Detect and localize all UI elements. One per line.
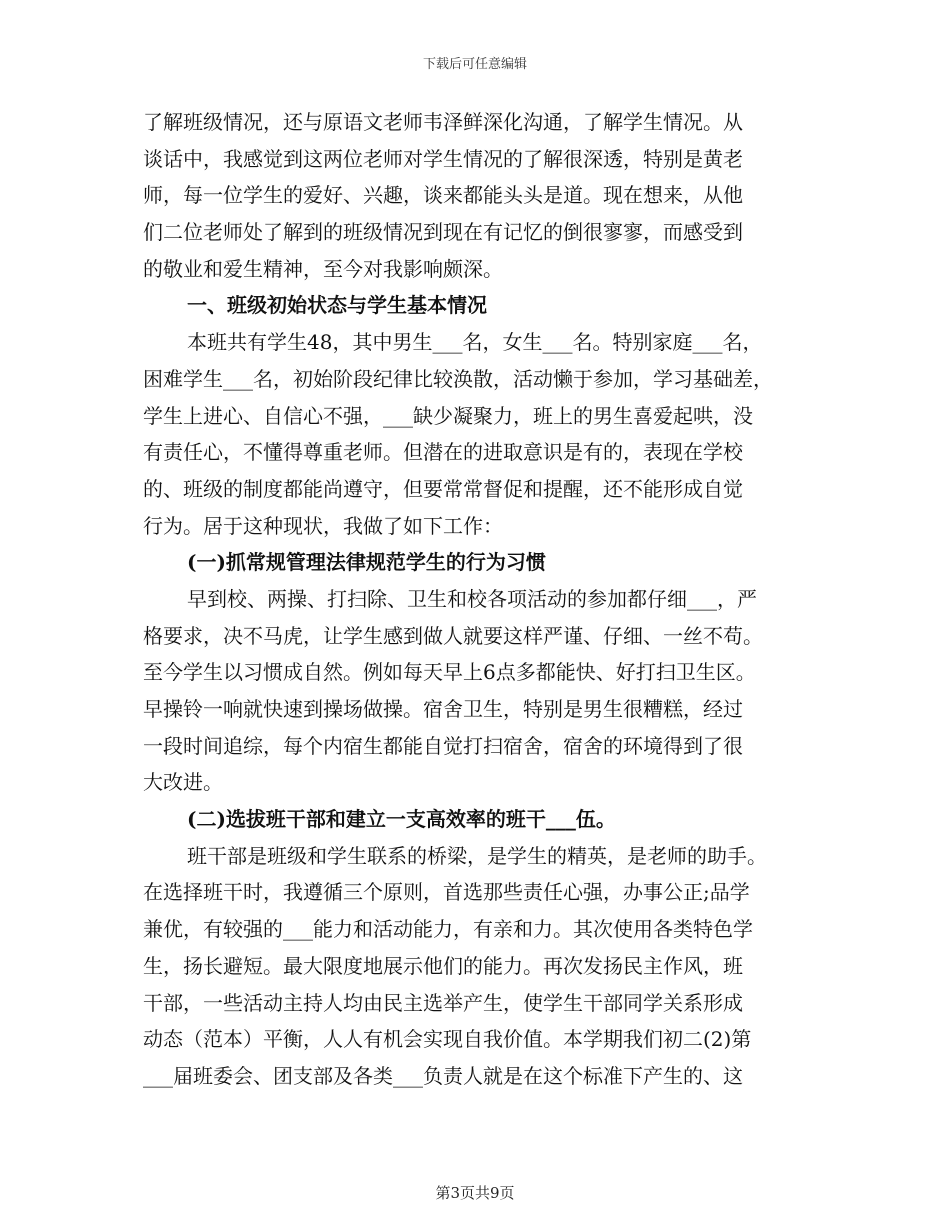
text-line: 师，每一位学生的爱好、兴趣，谈来都能头头是道。现在想来，从他 — [143, 183, 743, 208]
text-line: 们二位老师处了解到的班级情况到现在有记忆的倒很寥寥，而感受到 — [143, 220, 743, 245]
text-line: 谈话中，我感觉到这两位老师对学生情况的了解很深透，特别是黄老 — [143, 146, 743, 171]
text-line: 有责任心，不懂得尊重老师。但潜在的进取意识是有的，表现在学校 — [143, 440, 743, 465]
text-line: 生，扬长避短。最大限度地展示他们的能力。再次发扬民主作风，班 — [143, 953, 743, 978]
document-body — [143, 104, 803, 1095]
text-line: 兼优，有较强的___能力和活动能力，有亲和力。其次使用各类特色学 — [143, 917, 753, 942]
text-line: 至今学生以习惯成自然。例如每天早上6点多都能快、好打扫卫生区。 — [143, 660, 756, 685]
page-number: 第3页共9页 — [435, 1184, 515, 1202]
text-line: 行为。居于这种现状，我做了如下工作： — [143, 513, 503, 538]
text-line: 早到校、两操、打扫除、卫生和校各项活动的参加都仔细___，严 — [187, 586, 757, 611]
page-header: 下载后可任意编辑 — [422, 57, 527, 72]
text-line: 了解班级情况，还与原语文老师韦泽鲜深化沟通，了解学生情况。从 — [143, 110, 743, 134]
text-line: 一段时间追综，每个内宿生都能自觉打扫宿舍，宿舍的环境得到了很 — [143, 733, 743, 758]
section-heading: (二)选拔班干部和建立一支高效率的班干___伍。 — [187, 807, 616, 832]
text-line: 学生上进心、自信心不强，___缺少凝聚力，班上的男生喜爱起哄，没 — [143, 403, 753, 428]
section-heading: 一、班级初始状态与学生基本情况 — [187, 293, 487, 318]
text-line: 班干部是班级和学生联系的桥梁，是学生的精英，是老师的助手。 — [187, 843, 767, 868]
text-line: 干部，一些活动主持人均由民主选举产生，使学生干部同学关系形成 — [143, 990, 743, 1015]
text-line: 大改进。 — [143, 770, 223, 795]
text-line: 在选择班干时，我遵循三个原则，首选那些责任心强，办事公正;品学 — [143, 880, 750, 905]
text-line: 格要求，决不马虎，让学生感到做人就要这样严谨、仔细、一丝不苟。 — [143, 623, 763, 648]
text-line: 的敬业和爱生精神，至今对我影响颇深。 — [143, 256, 503, 281]
section-heading: (一)抓常规管理法律规范学生的行为习惯 — [187, 550, 546, 575]
text-line: 困难学生___名，初始阶段纪律比较涣散，活动懒于参加，学习基础差， — [143, 366, 773, 391]
text-line: 动态（范本）平衡，人人有机会实现自我价值。本学期我们初二(2)第 — [143, 1027, 752, 1052]
text-line: 的、班级的制度都能尚遵守，但要常常督促和提醒，还不能形成自觉 — [143, 476, 743, 501]
text-line: 本班共有学生48，其中男生___名，女生___名。特别家庭___名， — [187, 330, 763, 355]
text-line: 早操铃一响就快速到操场做操。宿舍卫生，特别是男生很糟糕，经过 — [143, 697, 743, 721]
text-line: ___届班委会、团支部及各类___负责人就是在这个标准下产生的、这 — [143, 1063, 743, 1088]
